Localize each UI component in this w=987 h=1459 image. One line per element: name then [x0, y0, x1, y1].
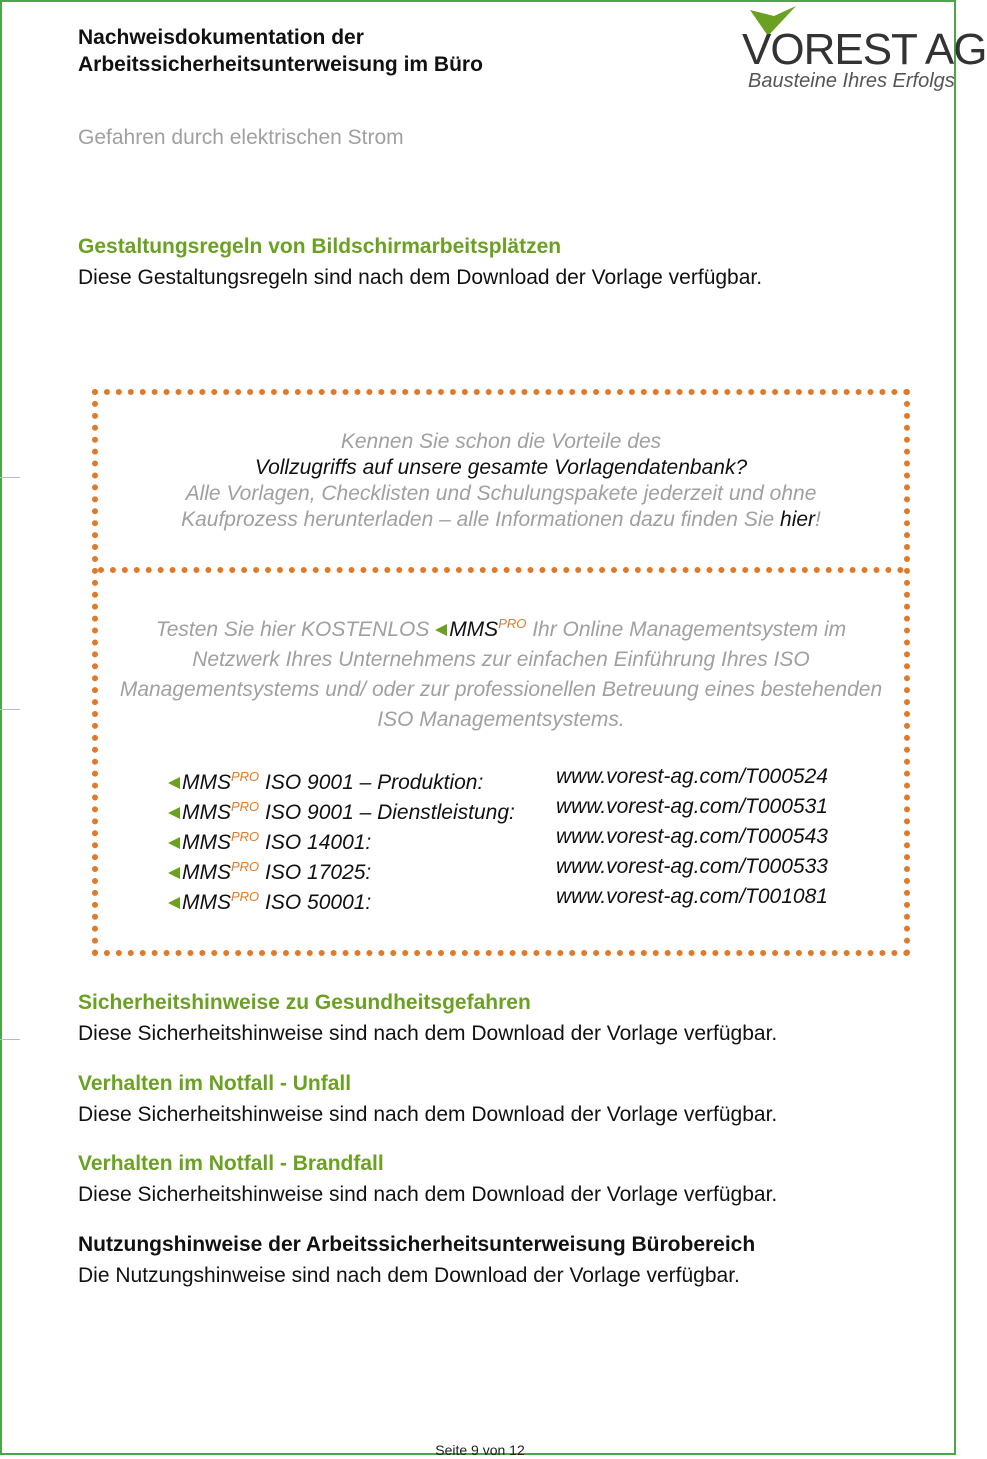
- product-label: ISO 50001:: [265, 891, 372, 914]
- promo-line-4: [98, 507, 904, 533]
- promo-hier-link[interactable]: hier: [780, 508, 816, 531]
- product-label: ISO 14001:: [265, 831, 372, 854]
- product-name: [168, 882, 371, 918]
- mms-arrow-icon: [168, 837, 180, 849]
- promo-box: [92, 389, 910, 956]
- promo-database-text: [98, 429, 904, 533]
- mms-label: MMS: [182, 771, 231, 794]
- section-gestaltungsregeln: [78, 232, 918, 293]
- promo-test-suffix: Ihr Online Managementsystem im Netzwerk Ihres Unternehmens zur einfachen Einführung Ihres ISO Managementsystems und/ oder zur professionellen Betreuung eines bestehenden ISO Managementsystems.: [119, 618, 883, 731]
- product-url-link[interactable]: www.vorest-ag.com/T000533: [556, 855, 828, 878]
- product-label: ISO 9001 – Dienstleistung:: [265, 801, 515, 824]
- pro-label: PRO: [231, 799, 260, 814]
- section-body: Die Nutzungshinweise sind nach dem Download der Vorlage verfügbar.: [78, 1264, 740, 1287]
- logo-wordmark: VOREST AG: [742, 25, 987, 74]
- page-number: Seite 9 von 12: [435, 1442, 525, 1458]
- margin-mark: [0, 477, 20, 478]
- section-heading: Verhalten im Notfall - Unfall: [78, 1072, 352, 1095]
- pro-label: PRO: [231, 859, 260, 874]
- company-logo: [738, 4, 987, 96]
- mms-label: MMS: [449, 618, 499, 641]
- product-row[interactable]: [168, 882, 868, 912]
- margin-mark: [0, 709, 20, 710]
- pro-label: PRO: [498, 616, 527, 631]
- section-body: Diese Sicherheitshinweise sind nach dem Download der Vorlage verfügbar.: [78, 1183, 778, 1206]
- product-row[interactable]: [168, 852, 868, 882]
- promo-test-prefix: Testen Sie hier KOSTENLOS: [155, 618, 430, 641]
- product-url-link[interactable]: www.vorest-ag.com/T000543: [556, 825, 828, 848]
- section-sicherheitshinweise: [78, 988, 918, 1049]
- pro-label: PRO: [231, 829, 260, 844]
- mms-label: MMS: [182, 861, 231, 884]
- section-body: Diese Sicherheitshinweise sind nach dem Download der Vorlage verfügbar.: [78, 1022, 778, 1045]
- section-heading: Sicherheitshinweise zu Gesundheitsgefahren: [78, 991, 531, 1014]
- product-row[interactable]: [168, 792, 868, 822]
- product-label: ISO 9001 – Produktion:: [265, 771, 484, 794]
- product-row[interactable]: [168, 762, 868, 792]
- product-url-link[interactable]: www.vorest-ag.com/T000524: [556, 765, 828, 788]
- mms-label: MMS: [182, 831, 231, 854]
- mms-label: MMS: [182, 801, 231, 824]
- section-heading: Nutzungshinweise der Arbeitssicherheitsunterweisung Bürobereich: [78, 1233, 756, 1256]
- product-row[interactable]: [168, 822, 868, 852]
- mms-arrow-icon: [168, 897, 180, 909]
- section-notfall-brandfall: [78, 1149, 918, 1210]
- mms-arrow-icon: [435, 624, 447, 636]
- document-title: [78, 24, 483, 78]
- mms-label: MMS: [182, 891, 231, 914]
- promo-line-1: Kennen Sie schon die Vorteile des: [340, 430, 662, 453]
- pro-label: PRO: [231, 769, 260, 784]
- promo-line-2: Vollzugriffs auf unsere gesamte Vorlagendatenbank?: [254, 456, 748, 479]
- promo-line-4-prefix: Kaufprozess herunterladen – alle Informationen dazu finden Sie: [181, 508, 775, 531]
- promo-line-3: Alle Vorlagen, Checklisten und Schulungspakete jederzeit und ohne: [185, 482, 817, 505]
- document-subtitle: Gefahren durch elektrischen Strom: [78, 126, 404, 149]
- section-heading: Verhalten im Notfall - Brandfall: [78, 1152, 384, 1175]
- product-url-link[interactable]: www.vorest-ag.com/T001081: [556, 885, 828, 908]
- mms-arrow-icon: [168, 867, 180, 879]
- promo-divider: [98, 567, 904, 573]
- mms-arrow-icon: [168, 777, 180, 789]
- promo-line-4-suffix: !: [815, 508, 821, 531]
- section-notfall-unfall: [78, 1069, 918, 1130]
- promo-mms-text: [118, 609, 884, 735]
- section-body: Diese Sicherheitshinweise sind nach dem Download der Vorlage verfügbar.: [78, 1103, 778, 1126]
- pro-label: PRO: [231, 889, 260, 904]
- margin-mark: [0, 1039, 20, 1040]
- section-heading: Gestaltungsregeln von Bildschirmarbeitsplätzen: [78, 235, 562, 258]
- document-title-line-2: Arbeitssicherheitsunterweisung im Büro: [78, 53, 483, 76]
- document-title-line-1: Nachweisdokumentation der: [78, 26, 364, 49]
- mms-arrow-icon: [168, 807, 180, 819]
- section-nutzungshinweise: [78, 1230, 918, 1291]
- section-body: Diese Gestaltungsregeln sind nach dem Download der Vorlage verfügbar.: [78, 266, 763, 289]
- product-label: ISO 17025:: [265, 861, 372, 884]
- logo-tagline: Bausteine Ihres Erfolgs: [748, 70, 955, 92]
- product-url-link[interactable]: www.vorest-ag.com/T000531: [556, 795, 828, 818]
